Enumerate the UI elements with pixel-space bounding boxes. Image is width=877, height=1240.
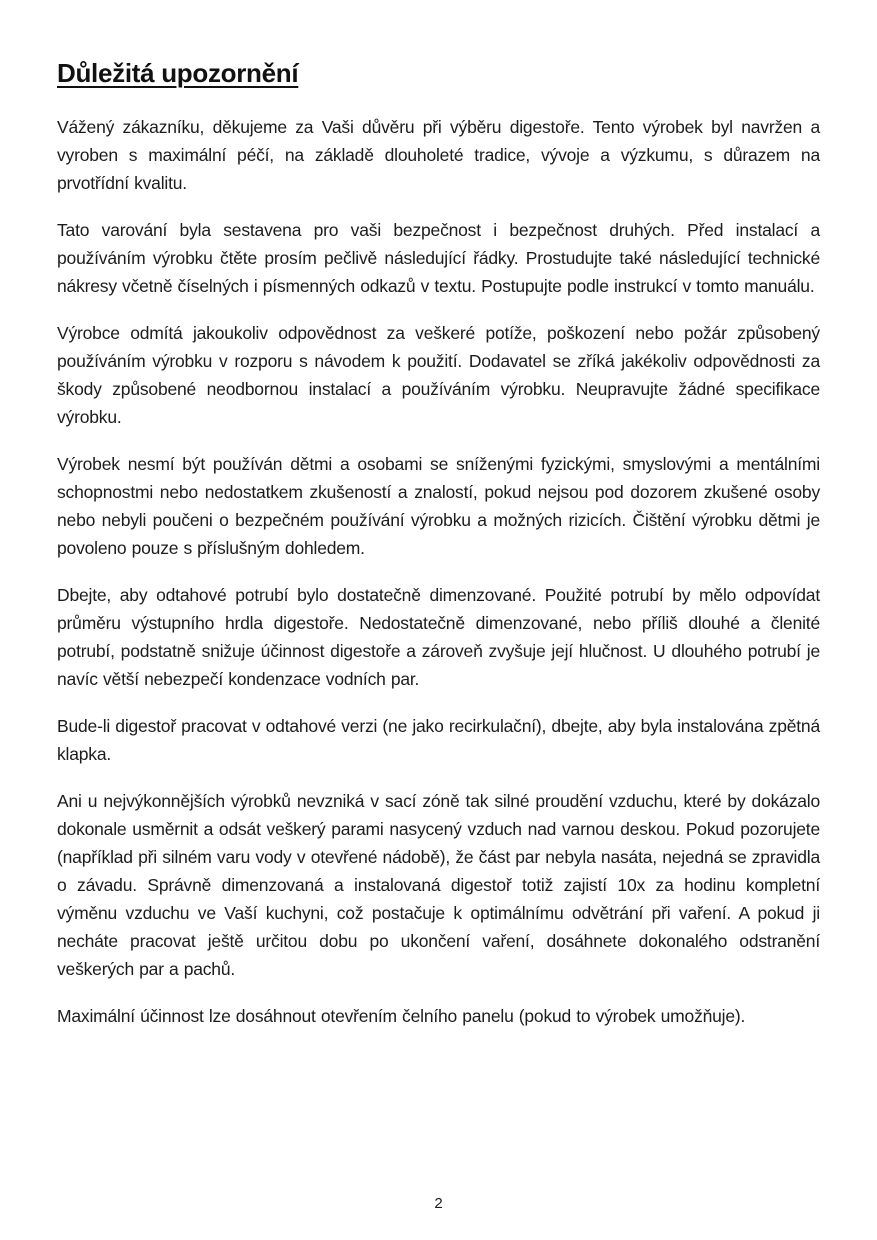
- paragraph-front-panel-efficiency: Maximální účinnost lze dosáhnout otevřením čelního panelu (pokud to výrobek umožňuje).: [57, 1006, 746, 1026]
- paragraph-airflow-performance: Ani u nejvýkonnějších výrobků nevzniká v sací zóně tak silné proudění vzduchu, které by dokázalo dokonale usměrnit a odsát veškerý parami nasycený vzduch nad varnou deskou. Pokud pozorujete (například při silném varu vody v otevřené nádobě), že část par nebyla nasáta, nejedná se zpravidla o závadu. Správně dimenzovaná a instalovaná digestoř totiž zajistí 10x za hodinu kompletní výměnu vzduchu ve Vaší kuchyni, což postačuje k optimálnímu odvětrání při vaření. A pokud ji necháte pracovat ještě určitou dobu po ukončení vaření, dosáhnete dokonalého odstranění veškerých par a pachů.: [57, 791, 820, 979]
- page-number: 2: [434, 1195, 443, 1212]
- paragraph-children-restrictions: Výrobek nesmí být používán dětmi a osobami se sníženými fyzickými, smyslovými a mentálními schopnostmi nebo nedostatkem zkušeností a znalostí, pokud nejsou pod dozorem zkušené osoby nebo nebyli poučeni o bezpečném používání výrobku a možných rizicích. Čištění výrobku dětmi je povoleno pouze s příslušným dohledem.: [57, 454, 820, 558]
- paragraph-liability: Výrobce odmítá jakoukoliv odpovědnost za veškeré potíže, poškození nebo požár způsobený používáním výrobku v rozporu s návodem k použití. Dodavatel se zříká jakékoliv odpovědnosti za škody způsobené neodbornou instalací a používáním výrobku. Neupravujte žádné specifikace výrobku.: [57, 323, 820, 427]
- paragraph-backdraft-flap: Bude-li digestoř pracovat v odtahové verzi (ne jako recirkulační), dbejte, aby byla instalována zpětná klapka.: [57, 716, 820, 764]
- paragraph-duct-sizing: Dbejte, aby odtahové potrubí bylo dostatečně dimenzované. Použité potrubí by mělo odpovídat průměru výstupního hrdla digestoře. Nedostatečně dimenzované, nebo příliš dlouhé a členité potrubí, podstatně snižuje účinnost digestoře a zároveň zvyšuje její hlučnost. U dlouhého potrubí je navíc větší nebezpečí kondenzace vodních par.: [57, 585, 820, 689]
- paragraph-intro: Vážený zákazníku, děkujeme za Vaši důvěru při výběru digestoře. Tento výrobek byl navržen a vyroben s maximální péčí, na základě dlouholeté tradice, vývoje a výzkumu, s důrazem na prvotřídní kvalitu.: [57, 117, 820, 193]
- paragraph-safety-warnings: Tato varování byla sestavena pro vaši bezpečnost i bezpečnost druhých. Před instalací a používáním výrobku čtěte prosím pečlivě následující řádky. Prostudujte také následující technické nákresy včetně číselných i písmenných odkazů v textu. Postupujte podle instrukcí v tomto manuálu.: [57, 220, 820, 296]
- page-title: Důležitá upozornění: [57, 58, 299, 88]
